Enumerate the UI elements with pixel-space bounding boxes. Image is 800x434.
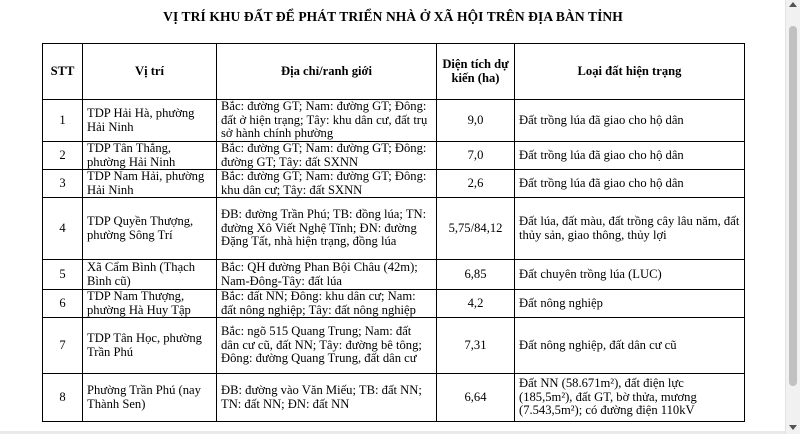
cell-position: Xã Cẩm Bình (Thạch Bình cũ)	[83, 260, 217, 290]
cell-stt: 6	[43, 290, 83, 318]
table-row	[43, 290, 745, 318]
cell-land-type: Đất trồng lúa đã giao cho hộ dân	[515, 100, 745, 142]
land-table	[42, 43, 745, 422]
cell-address: Bắc: ngõ 515 Quang Trung; Nam: đất dân cư cũ, đất NN; Tây: đường bê tông; Đông: đường Quang Trung, đất dân cư	[217, 318, 437, 374]
cell-position: TDP Tân Học, phường Trần Phú	[83, 318, 217, 374]
cell-address: Bắc: đường GT; Nam: đường GT; Đông: khu dân cư; Tây: đất SXNN	[217, 170, 437, 198]
cell-area: 6,64	[437, 374, 515, 422]
table-row	[43, 100, 745, 142]
cell-position: TDP Hải Hà, phường Hải Ninh	[83, 100, 217, 142]
cell-area: 2,6	[437, 170, 515, 198]
cell-stt: 3	[43, 170, 83, 198]
table-header-row	[43, 44, 745, 100]
header-stt: STT	[43, 44, 83, 100]
cell-land-type: Đất nông nghiệp, đất dân cư cũ	[515, 318, 745, 374]
cell-position: TDP Quyền Thượng, phường Sông Trí	[83, 198, 217, 260]
scroll-down-arrow-icon[interactable]	[789, 425, 797, 430]
table-row	[43, 170, 745, 198]
cell-area: 7,0	[437, 142, 515, 170]
table-row	[43, 318, 745, 374]
cell-land-type: Đất nông nghiệp	[515, 290, 745, 318]
cell-position: TDP Tân Thắng, phường Hải Ninh	[83, 142, 217, 170]
cell-stt: 2	[43, 142, 83, 170]
cell-position: TDP Nam Thượng, phường Hà Huy Tập	[83, 290, 217, 318]
cell-stt: 1	[43, 100, 83, 142]
cell-address: Bắc: QH đường Phan Bội Châu (42m); Nam-Đông-Tây: đất lúa	[217, 260, 437, 290]
cell-address: Bắc: đường GT; Nam: đường GT; Đông: đất ở hiện trạng; Tây: khu dân cư, đất trụ sở hành chính phường	[217, 100, 437, 142]
scroll-up-arrow-icon[interactable]	[789, 2, 797, 7]
header-position: Vị trí	[83, 44, 217, 100]
table-row	[43, 374, 745, 422]
table-row	[43, 260, 745, 290]
cell-land-type: Đất trồng lúa đã giao cho hộ dân	[515, 170, 745, 198]
cell-position: TDP Nam Hải, phường Hải Ninh	[83, 170, 217, 198]
cell-area: 4,2	[437, 290, 515, 318]
table-row	[43, 142, 745, 170]
document-title: VỊ TRÍ KHU ĐẤT ĐỂ PHÁT TRIỂN NHÀ Ở XÃ HỘI TRÊN ĐỊA BÀN TỈNH	[163, 9, 623, 24]
vertical-scrollbar[interactable]	[785, 0, 800, 434]
cell-address: Bắc: đường GT; Nam: đường GT; Đông: đường GT; Tây: đất SXNN	[217, 142, 437, 170]
cell-area: 6,85	[437, 260, 515, 290]
cell-land-type: Đất NN (58.671m²), đất điện lực (185,5m²), đất GT, bờ thửa, mương (7.543,5m²); có đường điện 110kV	[515, 374, 745, 422]
cell-land-type: Đất trồng lúa đã giao cho hộ dân	[515, 142, 745, 170]
scrollbar-thumb[interactable]	[789, 26, 797, 386]
cell-land-type: Đất lúa, đất màu, đất trồng cây lâu năm, đất thủy sản, giao thông, thủy lợi	[515, 198, 745, 260]
cell-stt: 4	[43, 198, 83, 260]
header-area: Diện tích dự kiến (ha)	[437, 44, 515, 100]
table-row	[43, 198, 745, 260]
cell-address: Bắc: đất NN; Đông: khu dân cư; Nam: đất nông nghiệp; Tây: đất nông nghiệp	[217, 290, 437, 318]
cell-area: 5,75/84,12	[437, 198, 515, 260]
cell-stt: 7	[43, 318, 83, 374]
cell-address: ĐB: đường vào Văn Miếu; TB: đất NN; TN: đất NN; ĐN: đất NN	[217, 374, 437, 422]
cell-address: ĐB: đường Trần Phú; TB: đồng lúa; TN: đường Xô Viết Nghệ Tĩnh; ĐN: đường Đặng Tất, nhà hiện trạng, đồng lúa	[217, 198, 437, 260]
header-land-type: Loại đất hiện trạng	[515, 44, 745, 100]
cell-land-type: Đất chuyên trồng lúa (LUC)	[515, 260, 745, 290]
cell-area: 9,0	[437, 100, 515, 142]
header-address: Địa chỉ/ranh giới	[217, 44, 437, 100]
cell-stt: 8	[43, 374, 83, 422]
cell-stt: 5	[43, 260, 83, 290]
cell-area: 7,31	[437, 318, 515, 374]
cell-position: Phường Trần Phú (nay Thành Sen)	[83, 374, 217, 422]
